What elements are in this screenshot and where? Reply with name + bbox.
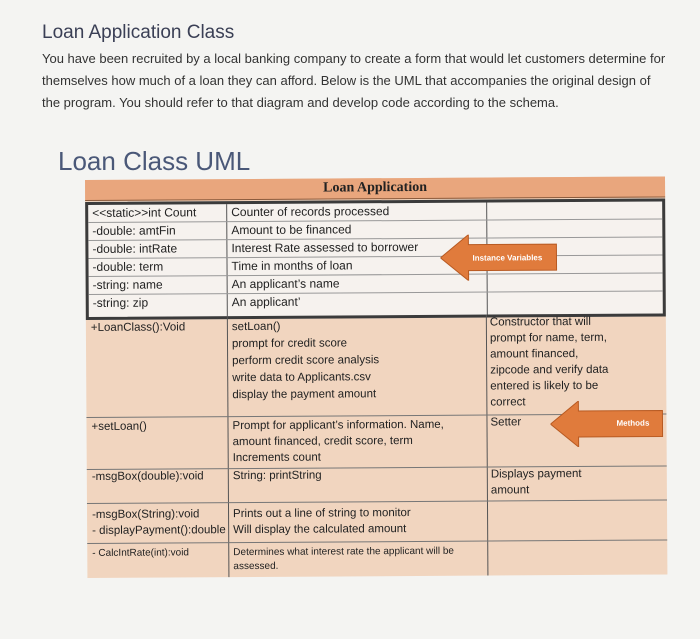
attribute-name: -double: intRate [92,241,178,256]
method-note: entered is likely to be [490,379,599,393]
attribute-row [89,291,663,312]
method-name: -msgBox(double):void [91,470,204,483]
method-desc: Determines what interest rate the applicant will be [233,545,454,559]
method-note: correct [490,396,526,409]
method-desc: Prompt for applicant’s information. Name, [232,418,444,433]
attribute-name: -double: term [92,259,164,274]
method-row-msgbox-double [87,465,667,504]
method-desc: setLoan() [231,320,281,334]
attribute-name: -double: amtFin [92,223,176,238]
method-desc: perform credit score analysis [232,354,380,368]
method-note: Setter [490,416,522,429]
attributes-box [85,198,666,320]
method-desc: String: printString [232,469,322,483]
method-desc: write data to Applicants.csv [232,371,371,385]
uml-diagram [85,176,667,578]
method-note: zipcode and verify data [490,363,609,377]
intro-paragraph: You have been recruited by a local banking company to create a form that would let customers determine for themselves how much of a loan they can afford. Below is the UML that accompanies the original design of the program. You should refer to that diagram and develop code according to the schema. [42,51,666,110]
page-title: Loan Application Class [42,22,235,43]
attribute-desc: Interest Rate assessed to borrower [231,239,419,256]
methods-label: Methods [616,418,650,428]
method-desc: Increments count [232,451,321,465]
attribute-desc: Amount to be financed [231,222,352,238]
method-name: +setLoan() [91,420,147,433]
method-row-calcintrate [87,539,667,578]
attribute-desc: An applicant’s name [231,276,340,292]
uml-class-name: Loan Application [85,176,665,201]
instance-variables-label: Instance Variables [472,253,543,263]
method-name: -msgBox(String):void [92,508,200,521]
method-desc: prompt for credit score [231,337,348,351]
method-desc: display the payment amount [232,388,377,402]
method-desc: Prints out a line of string to monitor [233,507,411,521]
attribute-desc: Counter of records processed [231,204,390,220]
method-row-msgbox-string [87,499,667,544]
method-note: amount financed, [490,347,579,361]
attribute-name: -string: name [92,277,163,292]
method-desc: Will display the calculated amount [233,523,407,537]
attribute-name: <<static>>int Count [92,205,197,220]
attribute-name: -string: zip [92,295,149,310]
method-note: Constructor that will [489,315,591,329]
method-note: amount [490,484,530,497]
method-name: - displayPayment():double [92,524,226,537]
method-desc: assessed. [233,560,279,573]
uml-heading: Loan Class UML [58,146,251,176]
method-name: +LoanClass():Void [90,321,186,334]
method-desc: amount financed, credit score, term [232,435,413,449]
attribute-desc: An applicant’ [231,294,301,310]
method-note: prompt for name, term, [489,331,607,345]
method-note: Displays payment [490,467,582,481]
method-name: - CalcIntRate(int):void [92,547,190,559]
attribute-desc: Time in months of loan [231,258,353,274]
